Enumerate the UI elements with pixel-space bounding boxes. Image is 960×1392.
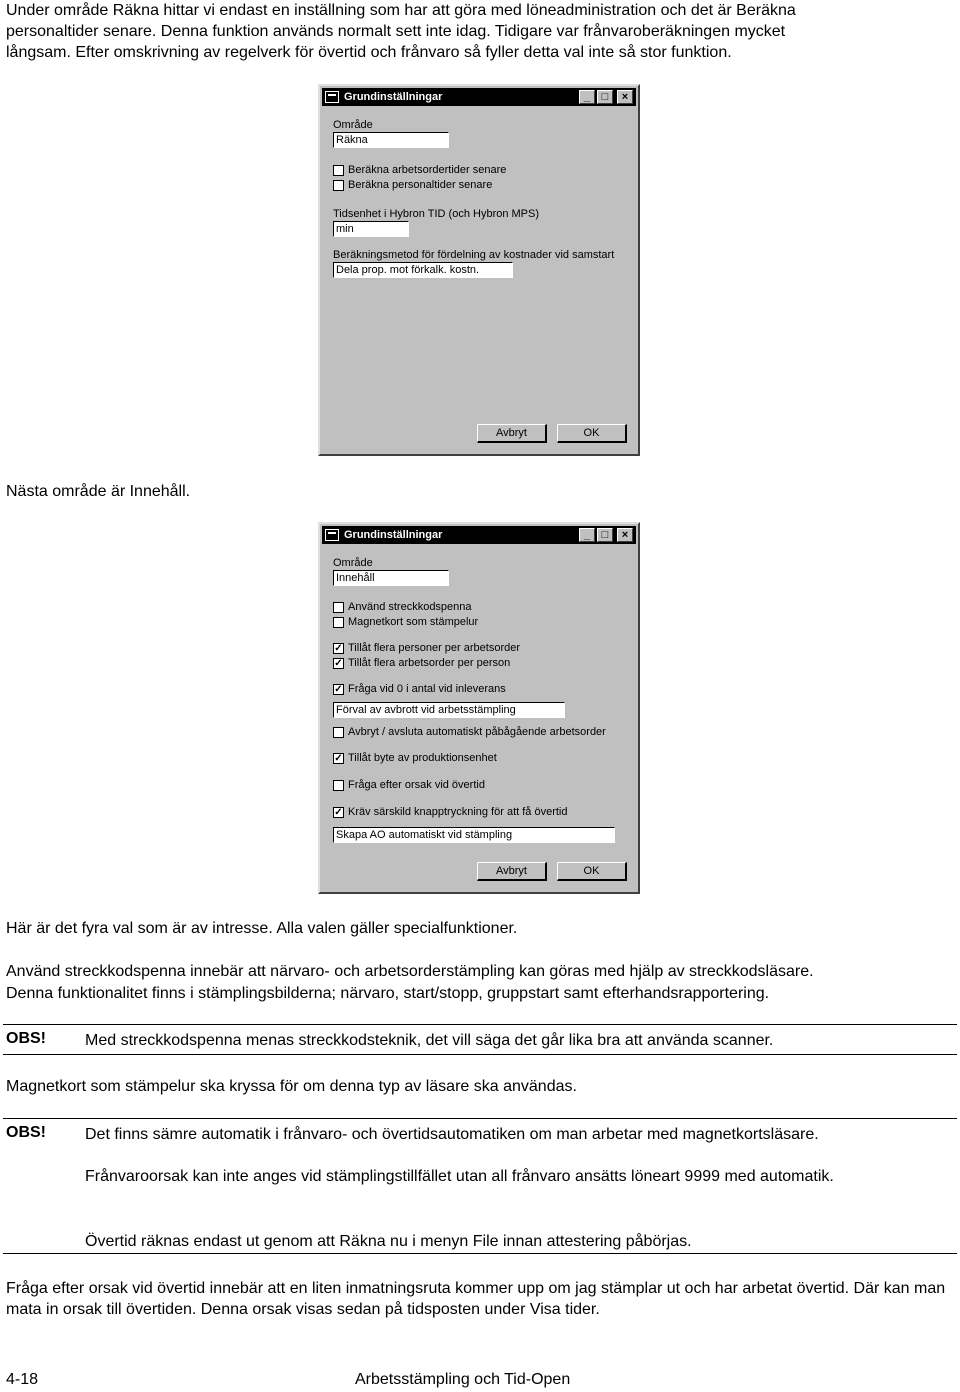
ok-button[interactable]: OK <box>557 862 627 881</box>
checkbox-label: Kräv särskild knapptryckning för att få övertid <box>348 806 568 818</box>
checkbox-row-magnetkort[interactable] <box>333 616 478 628</box>
time-unit-field[interactable]: min <box>333 221 409 237</box>
barcode-text-2: Denna funktionalitet finns i stämplingsbilderna; närvaro, start/stopp, gruppstart samt efterhandsrapportering. <box>6 985 770 1002</box>
ok-button[interactable]: OK <box>557 424 627 443</box>
checkbox-checked[interactable]: ✓ <box>334 683 343 695</box>
area-label: Område <box>333 119 373 131</box>
page-number: 4-18 <box>6 1371 39 1388</box>
checkbox-label: Fråga vid 0 i antal vid inleverans <box>348 683 506 695</box>
area-field[interactable]: Räkna <box>333 132 449 148</box>
checkbox-label: Fråga efter orsak vid övertid <box>348 779 485 791</box>
maximize-icon[interactable]: □ <box>597 90 613 104</box>
checkbox[interactable] <box>333 617 344 628</box>
cancel-button[interactable]: Avbryt <box>477 424 547 443</box>
checkbox[interactable] <box>333 727 344 738</box>
checkbox-row-personaltider[interactable] <box>333 179 492 191</box>
checkbox-row-arbetsorder[interactable] <box>333 164 506 176</box>
overtime-text: Fråga efter orsak vid övertid innebär att en liten inmatningsruta kommer upp om jag stämplar ut och har arbetat övertid. Där kan man mata in orsak till övertiden. Denna orsak visas sedan på tidsposten under Visa tider. <box>6 1280 946 1318</box>
app-icon <box>325 91 339 103</box>
checkbox[interactable] <box>333 180 344 191</box>
app-icon <box>325 529 339 541</box>
obs-label: OBS! <box>6 1124 46 1141</box>
obs-text-2b: Frånvaroorsak kan inte anges vid stämplingstillfället utan all frånvaro ansätts löneart 9999 med automatik. <box>85 1168 834 1185</box>
checkbox[interactable] <box>333 602 344 613</box>
checkbox-checked[interactable]: ✓ <box>334 642 343 654</box>
maximize-icon[interactable]: □ <box>597 528 613 542</box>
dialog-title: Grundinställningar <box>344 91 443 103</box>
obs-text-1: Med streckkodspenna menas streckkodsteknik, det vill säga det går lika bra att använda scanner. <box>85 1032 774 1049</box>
divider <box>3 1054 957 1055</box>
area-label: Område <box>333 557 373 569</box>
checkbox[interactable] <box>333 165 344 176</box>
obs-label: OBS! <box>6 1030 46 1047</box>
barcode-text-1: Använd streckkodspenna innebär att närvaro- och arbetsorderstämpling kan göras med hjälp av streckkodsläsare. <box>6 963 814 980</box>
checkbox-label: Tillåt flera arbetsorder per person <box>348 657 511 669</box>
area-field[interactable]: Innehåll <box>333 570 449 586</box>
chapter-title: Arbetsstämpling och Tid-Open <box>355 1371 571 1388</box>
close-icon[interactable]: × <box>617 90 633 104</box>
settings-dialog-rakna <box>318 84 640 456</box>
checkbox-label: Beräkna personaltider senare <box>348 179 493 191</box>
avbrott-select[interactable]: Förval av avbrott vid arbetsstämpling <box>333 702 565 718</box>
divider <box>3 1024 957 1025</box>
checkbox-row-flera-arbetsorder[interactable] <box>333 657 510 669</box>
dialog-titlebar <box>322 88 636 106</box>
skapa-ao-select[interactable]: Skapa AO automatiskt vid stämpling <box>333 827 615 843</box>
interest-text: Här är det fyra val som är av intresse. Alla valen gäller specialfunktioner. <box>6 920 518 937</box>
checkbox-checked[interactable]: ✓ <box>334 657 343 669</box>
checkbox-label: Avbryt / avsluta automatiskt påbågående arbetsorder <box>348 726 606 738</box>
checkbox[interactable] <box>333 780 344 791</box>
checkbox-row-flera-personer[interactable] <box>333 642 520 654</box>
cancel-button[interactable]: Avbryt <box>477 862 547 881</box>
checkbox-checked[interactable]: ✓ <box>334 752 343 764</box>
dialog-title: Grundinställningar <box>344 529 443 541</box>
checkbox-row-orsak-overtid[interactable] <box>333 779 485 791</box>
checkbox-row-streckkodspenna[interactable] <box>333 601 472 613</box>
checkbox-row-fraga-vid-0[interactable] <box>333 683 506 695</box>
intro-line-3: långsam. Efter omskrivning av regelverk för övertid och frånvaro så fyller detta val inte så stor funktion. <box>6 44 732 61</box>
magnet-text: Magnetkort som stämpelur ska kryssa för om denna typ av läsare ska användas. <box>6 1078 577 1095</box>
intro-line-2: personaltider senare. Denna funktion används normalt sett inte idag. Tidigare var frånvaroberäkningen mycket <box>6 23 786 40</box>
checkbox-label: Använd streckkodspenna <box>348 601 472 613</box>
checkbox-label: Beräkna arbetsordertider senare <box>348 164 507 176</box>
checkbox-label: Tillåt byte av produktionsenhet <box>348 752 497 764</box>
checkbox-row-avbryt-avsluta[interactable] <box>333 726 606 738</box>
checkbox-label: Magnetkort som stämpelur <box>348 616 479 628</box>
minimize-icon[interactable]: _ <box>579 528 595 542</box>
settings-dialog-innehall <box>318 522 640 894</box>
dialog-titlebar <box>322 526 636 544</box>
checkbox-checked[interactable]: ✓ <box>334 806 343 818</box>
time-unit-label: Tidsenhet i Hybron TID (och Hybron MPS) <box>333 208 540 220</box>
divider <box>3 1118 957 1119</box>
checkbox-row-byte-produktionsenhet[interactable] <box>333 752 497 764</box>
checkbox-label: Tillåt flera personer per arbetsorder <box>348 642 521 654</box>
checkbox-row-knapptryckning[interactable] <box>333 806 567 818</box>
obs-text-2c: Övertid räknas endast ut genom att Räkna nu i menyn File innan attestering påbörjas. <box>85 1233 692 1250</box>
divider <box>3 1253 957 1254</box>
minimize-icon[interactable]: _ <box>579 90 595 104</box>
method-label: Beräkningsmetod för fördelning av kostnader vid samstart <box>333 249 615 261</box>
obs-text-2a: Det finns sämre automatik i frånvaro- och övertidsautomatiken om man arbetar med magnetkortsläsare. <box>85 1126 819 1143</box>
intro-line-1: Under område Räkna hittar vi endast en inställning som har att göra med löneadministration och det är Beräkna <box>6 2 796 19</box>
close-icon[interactable]: × <box>617 528 633 542</box>
next-area-text: Nästa område är Innehåll. <box>6 483 191 500</box>
method-select[interactable]: Dela prop. mot förkalk. kostn. <box>333 262 513 278</box>
